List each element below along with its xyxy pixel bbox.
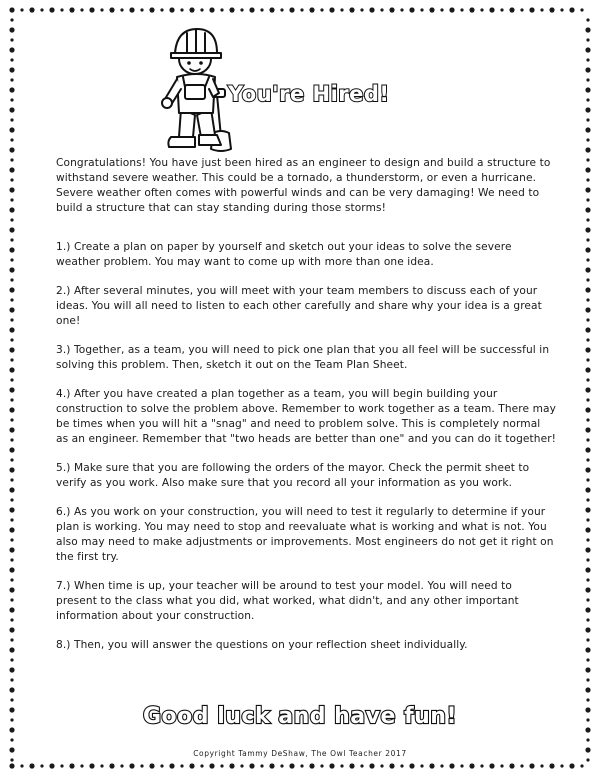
border-dot: [585, 407, 590, 412]
border-dot: [10, 378, 13, 381]
border-dot: [10, 318, 13, 321]
border-dot: [585, 267, 590, 272]
border-dot: [585, 207, 590, 212]
border-dot: [585, 307, 590, 312]
border-dot: [500, 8, 503, 11]
border-dot: [586, 58, 589, 61]
border-dot: [540, 764, 543, 767]
border-dot: [149, 7, 154, 12]
border-dot: [389, 763, 394, 768]
border-dot: [329, 7, 334, 12]
border-dot: [10, 418, 13, 421]
border-dot: [380, 8, 383, 11]
border-dot: [585, 287, 590, 292]
border-dot: [189, 7, 194, 12]
border-dot: [9, 147, 14, 152]
border-dot: [160, 8, 163, 11]
border-dot: [585, 527, 590, 532]
border-dot: [80, 764, 83, 767]
border-dot: [549, 763, 554, 768]
border-dot: [585, 467, 590, 472]
border-dot: [585, 327, 590, 332]
border-dot: [449, 763, 454, 768]
border-dot: [10, 338, 13, 341]
closing-banner: [22, 693, 578, 735]
border-dot: [469, 763, 474, 768]
border-dot: [460, 764, 463, 767]
border-dot: [586, 38, 589, 41]
border-dot: [320, 8, 323, 11]
border-dot: [585, 667, 590, 672]
border-dot: [140, 8, 143, 11]
border-dot: [529, 763, 534, 768]
border-dot: [585, 687, 590, 692]
border-dot: [10, 478, 13, 481]
border-dot: [569, 763, 574, 768]
step-8: 8.) Then, you will answer the questions on your reflection sheet individually.: [56, 639, 468, 651]
step-3: 3.) Together, as a team, you will need to pick one plan that you all feel will be successful in solving this problem. Then, sketch it out on the Team Plan Sheet.: [56, 344, 550, 371]
border-dot: [10, 398, 13, 401]
border-dot: [269, 763, 274, 768]
border-dot: [586, 178, 589, 181]
border-dot: [440, 8, 443, 11]
step-4: 4.) After you have created a plan together as a team, you will begin building your construction to solve the problem above. Remember to work together as a team. There may be times when you will hit a "snag" and need to problem solve. This is completely normal as an engineer. Remember that "two heads are better than one" and you can do it together!: [56, 388, 557, 445]
border-dot: [586, 298, 589, 301]
border-dot: [9, 427, 14, 432]
closing-text: Good luck and have fun!: [143, 704, 457, 729]
border-dot: [49, 7, 54, 12]
border-dot: [586, 378, 589, 381]
border-dot: [269, 7, 274, 12]
border-dot: [69, 7, 74, 12]
border-dot: [9, 107, 14, 112]
border-dot: [9, 207, 14, 212]
border-dot: [489, 7, 494, 12]
border-dot: [9, 687, 14, 692]
border-dot: [349, 7, 354, 12]
border-dot: [9, 407, 14, 412]
border-dot: [149, 763, 154, 768]
border-dot: [220, 764, 223, 767]
border-dot: [249, 763, 254, 768]
border-dot: [585, 27, 590, 32]
border-dot: [585, 747, 590, 752]
border-dot: [540, 8, 543, 11]
border-dot: [585, 587, 590, 592]
border-dot: [300, 8, 303, 11]
border-dot: [586, 758, 589, 761]
border-dot: [29, 763, 34, 768]
border-dot: [80, 8, 83, 11]
step-5: 5.) Make sure that you are following the orders of the mayor. Check the permit sheet to verify as you work. Also make sure that you record all your information as you work.: [56, 462, 530, 489]
border-dot: [586, 578, 589, 581]
border-dot: [260, 764, 263, 767]
border-dot: [9, 27, 14, 32]
border-dot: [169, 7, 174, 12]
border-dot: [586, 618, 589, 621]
border-dot: [586, 118, 589, 121]
border-dot: [109, 763, 114, 768]
border-dot: [49, 763, 54, 768]
border-dot: [585, 107, 590, 112]
border-dot: [10, 498, 13, 501]
border-dot: [409, 7, 414, 12]
border-dot: [10, 618, 13, 621]
border-dot: [229, 7, 234, 12]
border-dot: [9, 247, 14, 252]
border-dot: [10, 358, 13, 361]
border-dot: [10, 438, 13, 441]
step-1: 1.) Create a plan on paper by yourself and sketch out your ideas to solve the severe weather problem. You may want to come up with more than one idea.: [56, 241, 512, 268]
border-dot: [200, 764, 203, 767]
border-dot: [9, 387, 14, 392]
border-dot: [120, 8, 123, 11]
border-dot: [409, 763, 414, 768]
border-dot: [10, 138, 13, 141]
border-dot: [586, 158, 589, 161]
border-dot: [10, 58, 13, 61]
border-dot: [369, 7, 374, 12]
border-dot: [340, 764, 343, 767]
border-dot: [520, 8, 523, 11]
border-dot: [9, 467, 14, 472]
border-dot: [10, 18, 13, 21]
border-dot: [586, 238, 589, 241]
border-dot: [10, 718, 13, 721]
border-dot: [585, 347, 590, 352]
border-dot: [109, 7, 114, 12]
border-dot: [586, 478, 589, 481]
border-dot: [9, 487, 14, 492]
border-dot: [9, 707, 14, 712]
border-dot: [10, 198, 13, 201]
border-dot: [549, 7, 554, 12]
border-dot: [586, 198, 589, 201]
border-dot: [9, 267, 14, 272]
border-dot: [586, 138, 589, 141]
border-dot: [585, 447, 590, 452]
border-dot: [10, 738, 13, 741]
border-dot: [10, 98, 13, 101]
border-dot: [249, 7, 254, 12]
border-dot: [10, 238, 13, 241]
border-dot: [585, 607, 590, 612]
border-dot: [10, 278, 13, 281]
border-dot: [9, 627, 14, 632]
border-dot: [9, 7, 14, 12]
border-dot: [489, 763, 494, 768]
border-dot: [469, 7, 474, 12]
page-title: [222, 72, 442, 112]
border-dot: [389, 7, 394, 12]
border-dot: [585, 567, 590, 572]
border-dot: [89, 763, 94, 768]
border-dot: [300, 764, 303, 767]
border-dot: [585, 67, 590, 72]
border-dot: [320, 764, 323, 767]
border-dot: [10, 178, 13, 181]
border-dot: [569, 7, 574, 12]
copyright-footer: Copyright Tammy DeShaw, The Owl Teacher 2017: [193, 749, 407, 758]
border-dot: [169, 763, 174, 768]
border-dot: [586, 458, 589, 461]
border-dot: [585, 727, 590, 732]
border-dot: [10, 38, 13, 41]
border-dot: [9, 763, 14, 768]
border-dot: [100, 764, 103, 767]
border-dot: [586, 218, 589, 221]
border-dot: [20, 8, 23, 11]
border-dot: [309, 7, 314, 12]
border-dot: [9, 647, 14, 652]
border-dot: [586, 338, 589, 341]
border-dot: [10, 518, 13, 521]
border-dot: [586, 678, 589, 681]
border-dot: [585, 707, 590, 712]
border-dot: [9, 367, 14, 372]
border-dot: [129, 763, 134, 768]
instructions: [56, 156, 556, 667]
border-dot: [180, 8, 183, 11]
header: [22, 20, 578, 155]
border-dot: [480, 764, 483, 767]
border-dot: [69, 763, 74, 768]
border-dot: [9, 67, 14, 72]
step-7: 7.) When time is up, your teacher will be around to test your model. You will need to present to the class what you did, what worked, what didn't, and any other important information about your construction.: [56, 580, 519, 622]
border-dot: [9, 527, 14, 532]
border-dot: [10, 758, 13, 761]
border-dot: [9, 167, 14, 172]
border-dot: [9, 127, 14, 132]
border-dot: [9, 587, 14, 592]
border-dot: [585, 627, 590, 632]
border-dot: [120, 764, 123, 767]
border-dot: [60, 764, 63, 767]
border-dot: [289, 7, 294, 12]
border-dot: [160, 764, 163, 767]
border-dot: [585, 507, 590, 512]
border-dot: [429, 763, 434, 768]
border-dot: [585, 167, 590, 172]
border-dot: [40, 764, 43, 767]
page-title-text: You're Hired!: [228, 82, 390, 106]
border-dot: [586, 278, 589, 281]
border-dot: [9, 307, 14, 312]
border-dot: [480, 8, 483, 11]
border-dot: [529, 7, 534, 12]
border-dot: [89, 7, 94, 12]
border-dot: [260, 8, 263, 11]
border-dot: [10, 698, 13, 701]
border-dot: [420, 764, 423, 767]
border-dot: [586, 438, 589, 441]
border-dot: [29, 7, 34, 12]
border-dot: [585, 247, 590, 252]
border-dot: [586, 318, 589, 321]
border-dot: [129, 7, 134, 12]
border-dot: [585, 487, 590, 492]
border-dot: [349, 763, 354, 768]
border-dot: [20, 764, 23, 767]
border-dot: [10, 218, 13, 221]
border-dot: [289, 763, 294, 768]
border-dot: [209, 763, 214, 768]
border-dot: [340, 8, 343, 11]
border-dot: [586, 398, 589, 401]
border-dot: [360, 8, 363, 11]
border-dot: [460, 8, 463, 11]
border-dot: [180, 764, 183, 767]
border-dot: [585, 367, 590, 372]
border-dot: [240, 764, 243, 767]
border-dot: [140, 764, 143, 767]
border-dot: [586, 538, 589, 541]
border-dot: [10, 598, 13, 601]
border-dot: [585, 87, 590, 92]
border-dot: [220, 8, 223, 11]
border-dot: [60, 8, 63, 11]
border-dot: [580, 764, 583, 767]
step-6: 6.) As you work on your construction, you will need to test it regularly to determine if your plan is working. You may need to stop and reevaluate what is working and what is not. You also may need to make adjustments or improvements. Most engineers do not get it right on the first try.: [56, 506, 554, 563]
worksheet-page: [22, 20, 578, 757]
border-dot: [9, 327, 14, 332]
border-dot: [560, 764, 563, 767]
border-dot: [585, 47, 590, 52]
border-dot: [585, 127, 590, 132]
border-dot: [586, 718, 589, 721]
border-dot: [586, 598, 589, 601]
border-dot: [189, 763, 194, 768]
border-dot: [429, 7, 434, 12]
border-dot: [449, 7, 454, 12]
border-dot: [400, 8, 403, 11]
border-dot: [585, 227, 590, 232]
border-dot: [585, 427, 590, 432]
border-dot: [329, 763, 334, 768]
border-dot: [586, 258, 589, 261]
border-dot: [586, 78, 589, 81]
border-dot: [9, 667, 14, 672]
border-dot: [9, 227, 14, 232]
border-dot: [280, 8, 283, 11]
intro-paragraph: Congratulations! You have just been hired as an engineer to design and build a structure to withstand severe weather. This could be a tornado, a thunderstorm, or even a hurricane. Severe weather often comes with powerful winds and can be very damaging! We need to build a structure that can stay standing during those storms!: [56, 157, 551, 214]
border-dot: [369, 763, 374, 768]
border-dot: [585, 187, 590, 192]
border-dot: [586, 18, 589, 21]
border-dot: [240, 8, 243, 11]
border-dot: [9, 507, 14, 512]
border-dot: [10, 298, 13, 301]
border-dot: [586, 498, 589, 501]
border-dot: [380, 764, 383, 767]
border-dot: [585, 547, 590, 552]
border-dot: [10, 558, 13, 561]
border-dot: [10, 158, 13, 161]
border-dot: [586, 418, 589, 421]
border-dot: [586, 658, 589, 661]
border-dot: [360, 764, 363, 767]
border-dot: [9, 447, 14, 452]
border-dot: [586, 98, 589, 101]
border-dot: [10, 458, 13, 461]
border-dot: [10, 638, 13, 641]
border-dot: [9, 47, 14, 52]
border-dot: [10, 658, 13, 661]
border-dot: [400, 764, 403, 767]
border-dot: [586, 738, 589, 741]
border-dot: [585, 147, 590, 152]
border-dot: [9, 727, 14, 732]
border-dot: [440, 764, 443, 767]
border-dot: [10, 578, 13, 581]
border-dot: [580, 8, 583, 11]
border-dot: [586, 518, 589, 521]
border-dot: [9, 547, 14, 552]
border-dot: [209, 7, 214, 12]
border-dot: [9, 347, 14, 352]
border-dot: [585, 647, 590, 652]
border-dot: [100, 8, 103, 11]
border-dot: [9, 567, 14, 572]
border-dot: [10, 78, 13, 81]
border-dot: [9, 287, 14, 292]
border-dot: [586, 358, 589, 361]
border-dot: [500, 764, 503, 767]
border-dot: [9, 747, 14, 752]
border-dot: [509, 763, 514, 768]
border-dot: [40, 8, 43, 11]
border-dot: [509, 7, 514, 12]
border-dot: [229, 763, 234, 768]
border-dot: [586, 558, 589, 561]
border-dot: [10, 678, 13, 681]
border-dot: [560, 8, 563, 11]
border-dot: [586, 638, 589, 641]
step-2: 2.) After several minutes, you will meet with your team members to discuss each of your ideas. You will all need to listen to each other carefully and share why your idea is a great one!: [56, 285, 542, 327]
border-dot: [10, 258, 13, 261]
border-dot: [200, 8, 203, 11]
border-dot: [520, 764, 523, 767]
border-dot: [420, 8, 423, 11]
border-dot: [280, 764, 283, 767]
border-dot: [9, 607, 14, 612]
border-dot: [10, 538, 13, 541]
border-dot: [585, 387, 590, 392]
border-dot: [9, 87, 14, 92]
border-dot: [586, 698, 589, 701]
border-dot: [10, 118, 13, 121]
border-dot: [309, 763, 314, 768]
border-dot: [9, 187, 14, 192]
